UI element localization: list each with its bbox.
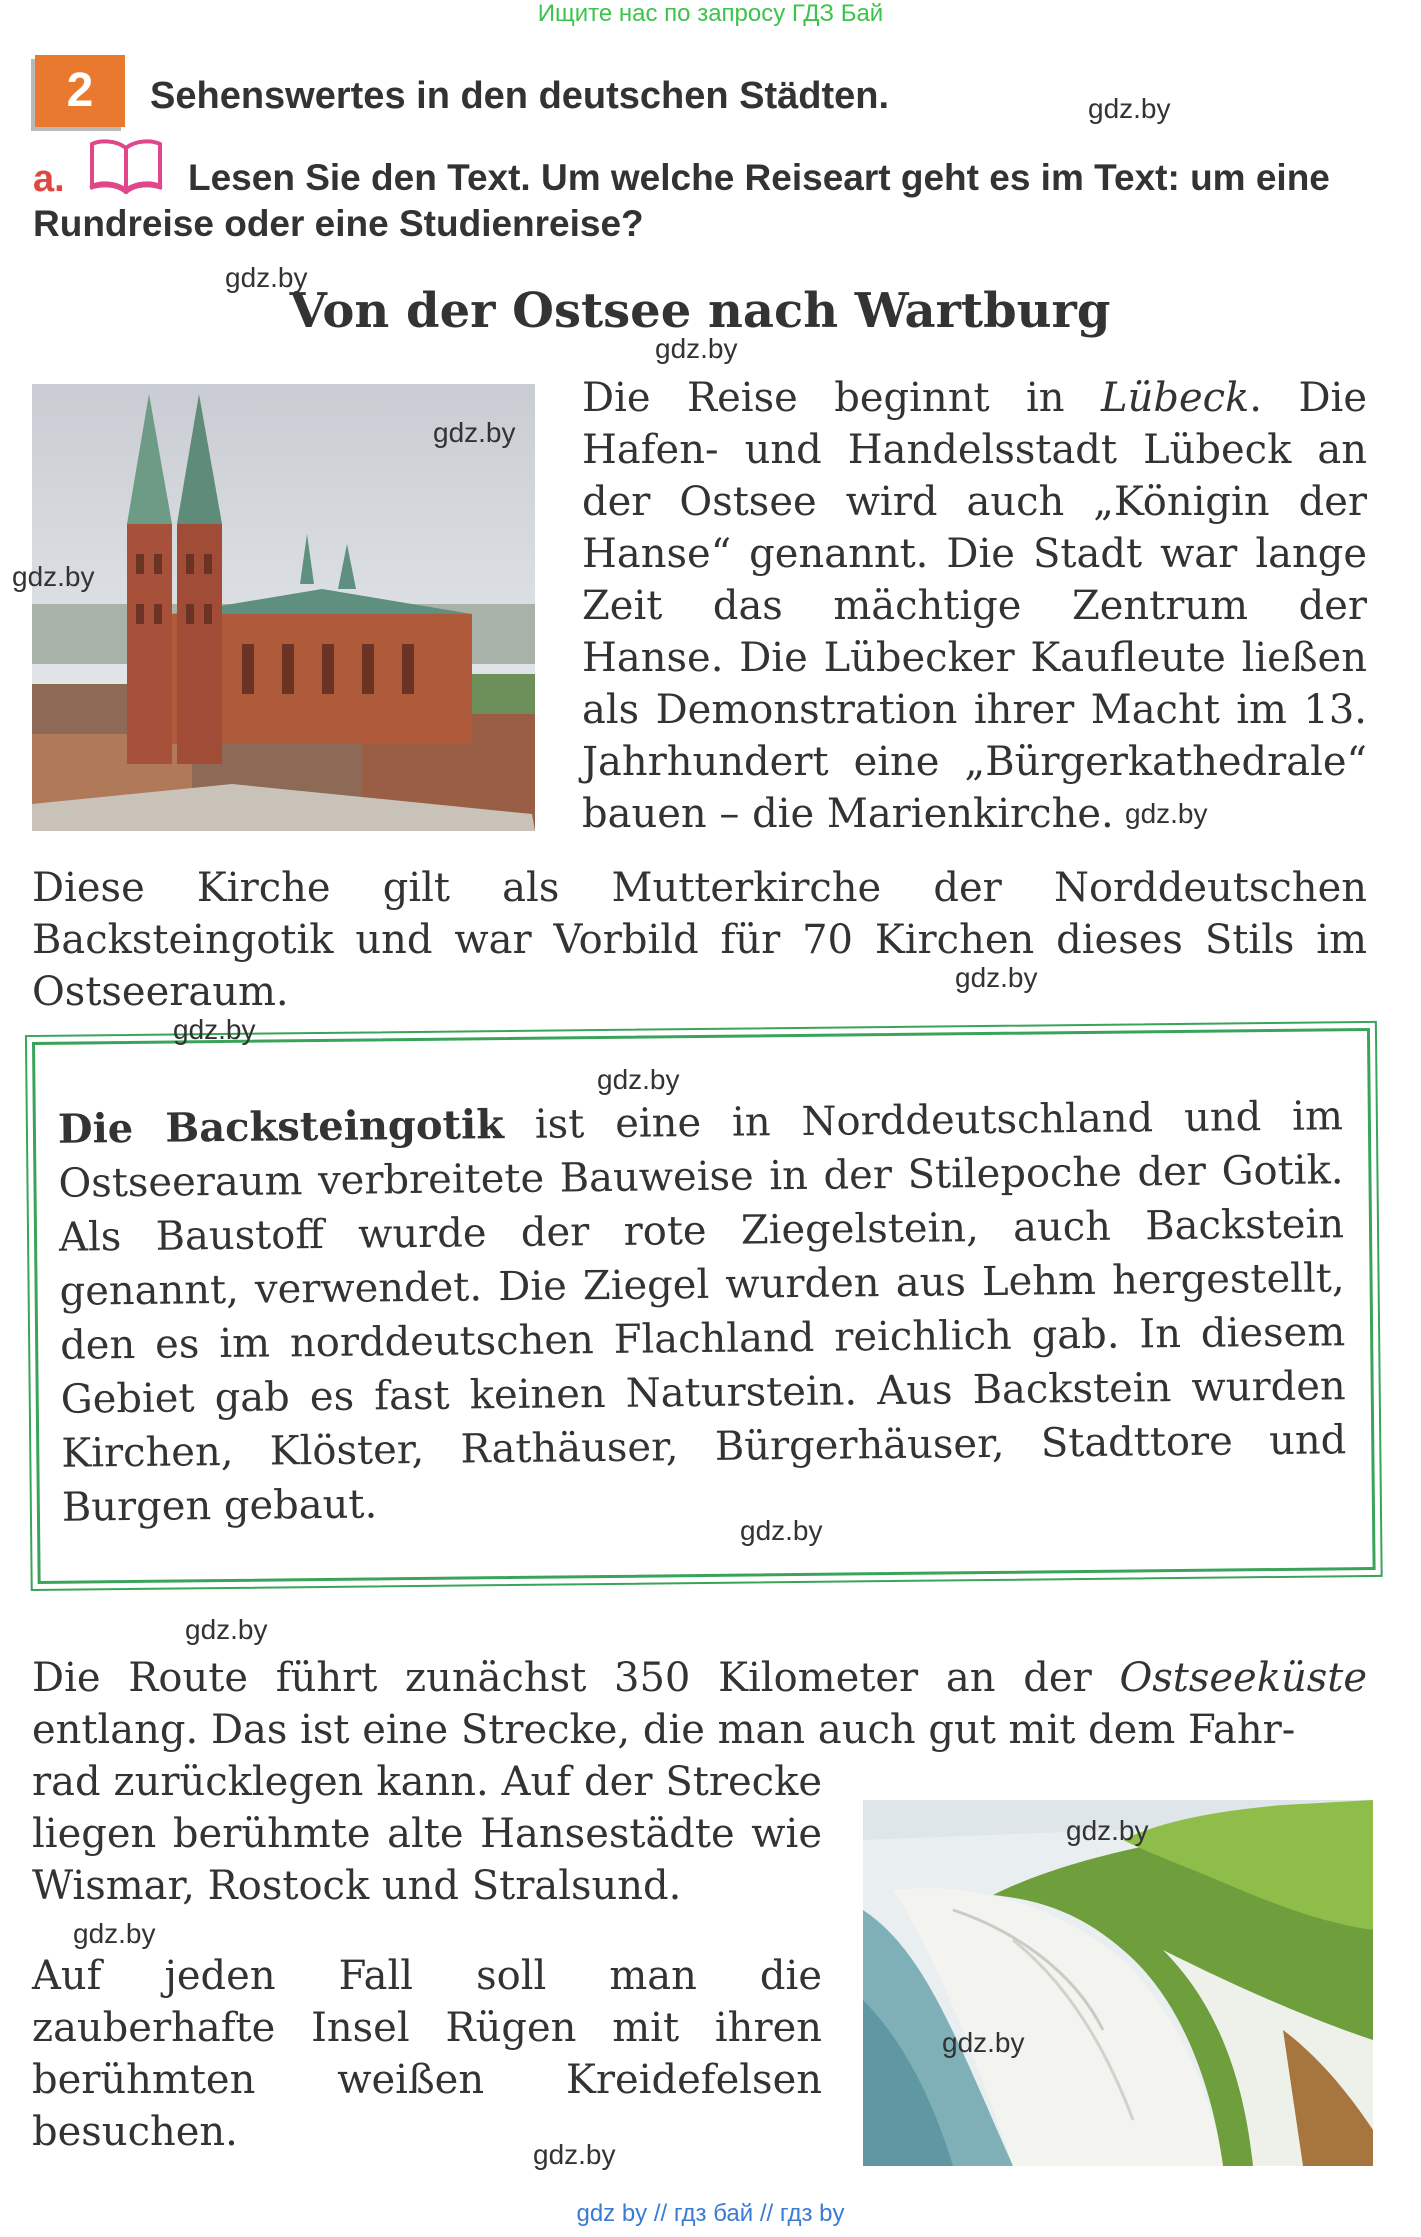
watermark: gdz.by — [655, 333, 738, 364]
para1-pre: Die Reise beginnt in — [582, 375, 1102, 421]
paragraph-route — [32, 1652, 1367, 1756]
watermark: gdz.by — [955, 962, 1038, 993]
info-box-term: Die Backsteingotik — [57, 1101, 505, 1153]
info-box-body: ist eine in Norddeutschland und im Ostseeraum verbreitete Bauweise in der Stilepoche der Gotik. Als Baustoff wurde der rote Ziegelstein, auch Backstein genannt, verwendet. Die Ziegel wurden aus Lehm hergestellt, den es im norddeutschen Flachland reichlich gab. In diesem Gebiet gab es fast keinen Naturstein. Aus Backstein wurden Kirchen, Klöster, Rathäuser, Bürgerhäuser, Stadttore und Burgen gebaut. — [58, 1093, 1347, 1531]
watermark: gdz.by — [433, 417, 516, 448]
watermark: gdz.by — [185, 1614, 268, 1645]
top-banner[interactable]: Ищите нас по запросу ГДЗ Бай — [537, 0, 884, 27]
para1-em-luebeck: Lübeck — [1101, 375, 1250, 421]
watermark: gdz.by — [173, 1014, 256, 1045]
info-box-backsteingotik — [32, 1028, 1376, 1584]
watermark: gdz.by — [1088, 93, 1171, 124]
para3-pre: Die Route führt zunächst 350 Kilometer an der — [32, 1655, 1120, 1701]
paragraph-mutterkirche: Diese Kirche gilt als Mutterkirche der Norddeutschen Backsteingotik und war Vorbild für 70 Kirchen dieses Stils im Ostseeraum. — [32, 865, 1367, 1015]
para3-em-ostseekueste: Ostseeküste — [1119, 1655, 1367, 1701]
paragraph-route-continued: rad zurücklegen kann. Auf der Strecke liegen berühmte alte Hansestädte wie Wismar, Rostock und Stralsund. — [32, 1759, 822, 1909]
task-instruction: Lesen Sie den Text. Um welche Reiseart geht es im Text: um eine Rundreise oder eine Studienreise? — [33, 157, 1330, 244]
marienkirche-luebeck-photo — [32, 384, 535, 831]
info-box-text — [58, 1089, 1347, 1534]
watermark: gdz.by — [533, 2139, 616, 2170]
task-letter: a. — [33, 158, 65, 200]
watermark: gdz.by — [740, 1515, 823, 1546]
watermark: gdz.by — [942, 2027, 1025, 2058]
watermark: gdz.by — [73, 1918, 156, 1949]
watermark: gdz.by — [597, 1064, 680, 1095]
watermark: gdz.by — [1125, 798, 1208, 829]
section-title: Sehenswertes in den deutschen Städten. — [150, 75, 890, 117]
paragraph-luebeck — [582, 372, 1367, 840]
kreidefelsen-ruegen-photo — [863, 1800, 1373, 2166]
paragraph-ruegen: Auf jeden Fall soll man die zauberhafte Insel Rügen mit ihren berühmten weißen Kreidefelsen besuchen. — [32, 1953, 822, 2155]
watermark: gdz.by — [1066, 1815, 1149, 1846]
task-number-badge: 2 — [35, 55, 125, 127]
article-title: Von der Ostsee nach Wartburg — [289, 283, 1111, 339]
watermark: gdz.by — [12, 561, 95, 592]
footer-links[interactable]: gdz by // гдз бай // гдз by — [576, 2200, 845, 2227]
watermark: gdz.by — [225, 262, 308, 293]
para1-post: . Die Hafen- und Handelsstadt Lübeck an der Ostsee wird auch „Königin der Hanse“ genannt. Die Stadt war lange Zeit das mächtige Zentrum der Hanse. Die Lübecker Kaufleute ließen als Demonstration ihrer Macht im 13. Jahrhundert eine „Bürgerkathedrale“ bauen – die Marienkirche. — [582, 375, 1367, 837]
para3-post: entlang. Das ist eine Strecke, die man auch gut mit dem Fahr- — [32, 1707, 1296, 1753]
